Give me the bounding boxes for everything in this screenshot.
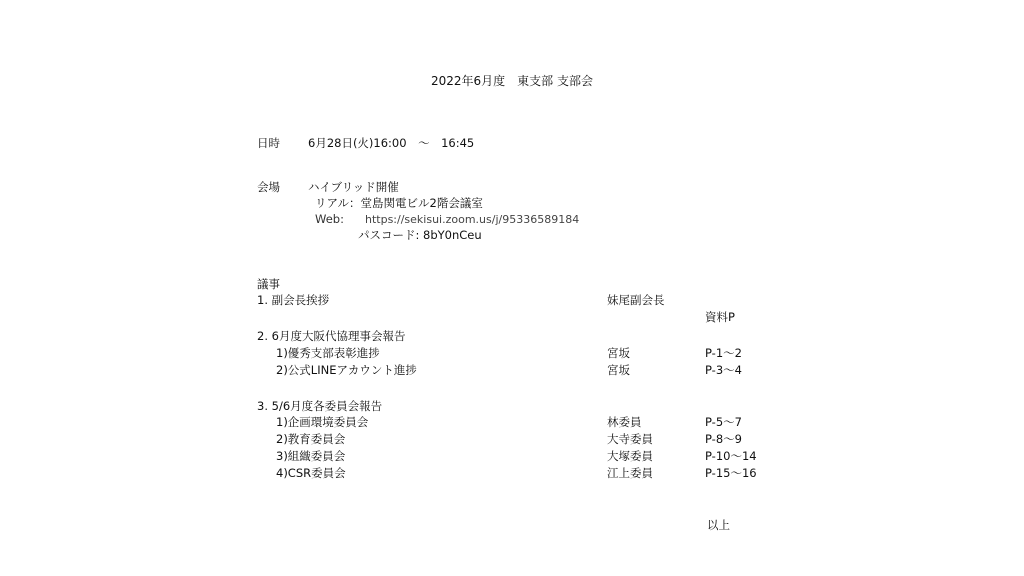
venue-real: リアル：堂島関電ビル2階会議室: [315, 196, 483, 210]
page-title: 2022年6月度 東支部 支部会: [431, 74, 593, 88]
agenda-subitem-presenter: 江上委員: [607, 466, 653, 480]
datetime-value: 6月28日(火)16:00 ～ 16:45: [308, 136, 475, 150]
venue-web-label: Web:: [315, 212, 344, 226]
agenda-subitem-title: 2)公式LINEアカウント進捗: [276, 363, 417, 377]
agenda-subitem-title: 1)優秀支部表彰進捗: [276, 346, 380, 360]
materials-header: 資料P: [705, 310, 735, 324]
datetime-label: 日時: [257, 136, 280, 150]
agenda-subitem-presenter: 大寺委員: [607, 432, 653, 446]
venue-passcode: パスコード: 8bY0nCeu: [358, 228, 482, 242]
agenda-heading: 議事: [257, 277, 280, 291]
venue-web-url[interactable]: https://sekisui.zoom.us/j/95336589184: [365, 213, 580, 226]
agenda-subitem-title: 3)組織委員会: [276, 449, 346, 463]
agenda-subitem-presenter: 宮坂: [607, 346, 630, 360]
agenda-subitem-pages: P-1～2: [705, 346, 742, 360]
agenda-subitem-title: 4)CSR委員会: [276, 466, 346, 480]
venue-label: 会場: [257, 180, 280, 194]
agenda-subitem-presenter: 宮坂: [607, 363, 630, 377]
agenda-item-presenter: 妹尾副会長: [607, 293, 665, 307]
agenda-subitem-pages: P-5～7: [705, 415, 742, 429]
agenda-subitem-presenter: 林委員: [607, 415, 642, 429]
closing-text: 以上: [707, 518, 730, 532]
agenda-subitem-pages: P-8～9: [705, 432, 742, 446]
venue-mode: ハイブリッド開催: [308, 180, 399, 194]
agenda-subitem-title: 2)教育委員会: [276, 432, 346, 446]
agenda-item-title: 2. 6月度大阪代協理事会報告: [257, 329, 406, 343]
agenda-item-title: 3. 5/6月度各委員会報告: [257, 399, 383, 413]
agenda-subitem-presenter: 大塚委員: [607, 449, 653, 463]
agenda-subitem-pages: P-10～14: [705, 449, 757, 463]
agenda-subitem-title: 1)企画環境委員会: [276, 415, 369, 429]
agenda-subitem-pages: P-15～16: [705, 466, 757, 480]
agenda-subitem-pages: P-3～4: [705, 363, 742, 377]
agenda-item-title: 1. 副会長挨拶: [257, 293, 330, 307]
